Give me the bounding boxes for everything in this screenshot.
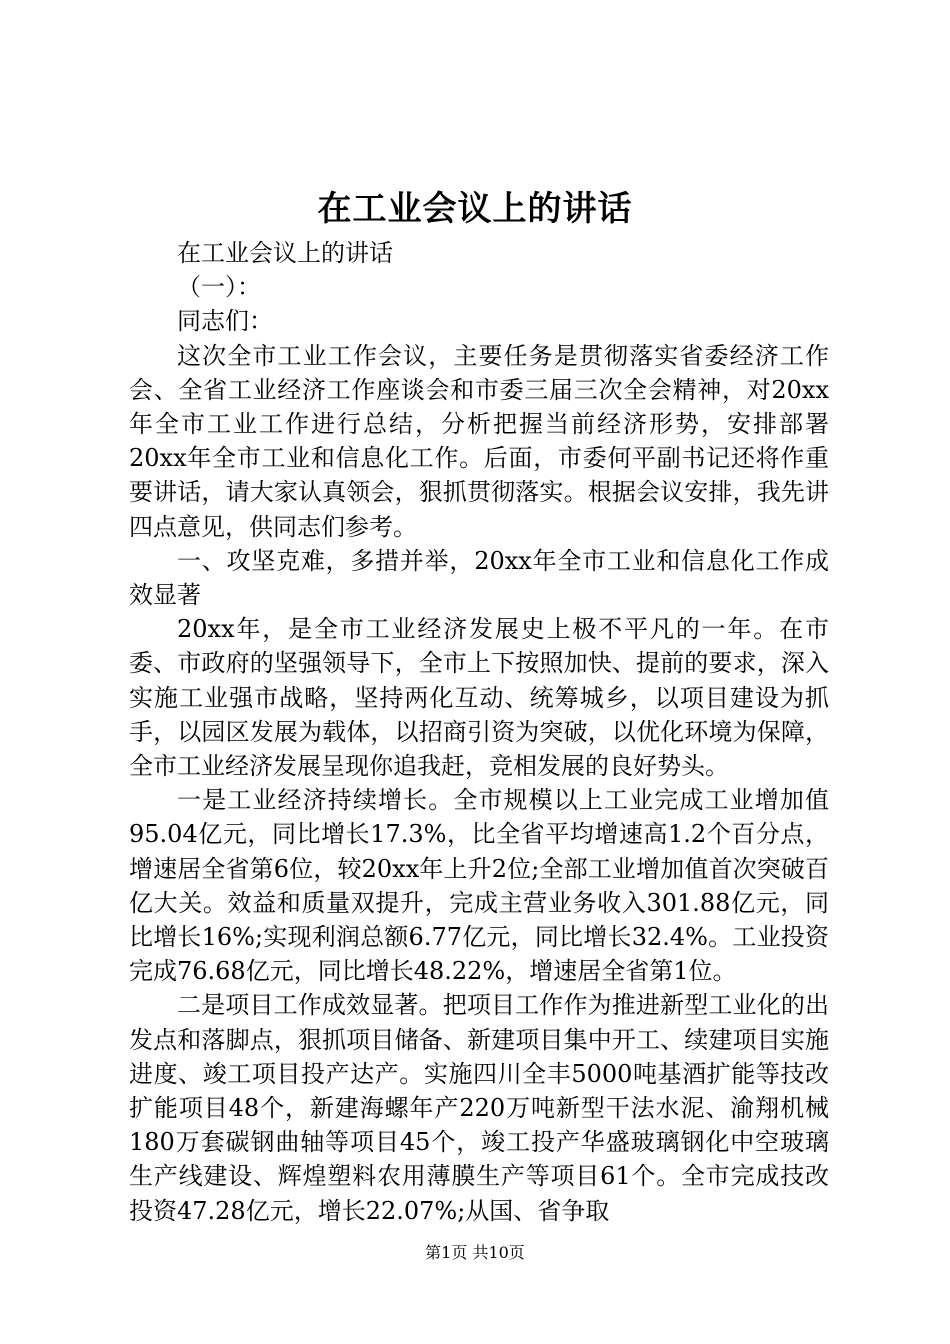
- subtitle-paragraph: 在工业会议上的讲话: [177, 239, 393, 267]
- section-heading-paragraph: 一、攻坚克难，多措并举，20xx年全市工业和信息化工作成效显著: [129, 546, 829, 610]
- document-title: 在工业会议上的讲话: [317, 189, 633, 229]
- salutation-paragraph: 同志们：: [177, 307, 273, 336]
- projects-paragraph: 二是项目工作成效显著。把项目工作作为推进新型工业化的出发点和落脚点，狠抓项目储备、新建项目集中开工、续建项目实施进度、竣工项目投产达产。实施四川全丰5000吨基酒扩能等技改扩能项目48个，新建海螺年产220万吨新型干法水泥、渝翔机械180万套碳钢曲轴等项目45个，竣工投产华盛玻璃钢化中空玻璃生产线建设、辉煌塑料农用薄膜生产等项目61个。全市完成技改投资47.28亿元，增长22.07%;从国、省争取: [129, 991, 829, 1225]
- section-marker-paragraph: （一）：: [177, 273, 261, 302]
- overview-paragraph: 20xx年，是全市工业经济发展史上极不平凡的一年。在市委、市政府的坚强领导下，全市上下按照加快、提前的要求，深入实施工业强市战略，坚持两化互动、统筹城乡，以项目建设为抓手，以园区发展为载体，以招商引资为突破，以优化环境为保障，全市工业经济发展呈现你追我赶，竞相发展的良好势头。: [129, 615, 829, 781]
- growth-paragraph: 一是工业经济持续增长。全市规模以上工业完成工业增加值95.04亿元，同比增长17.3%，比全省平均增速高1.2个百分点，增速居全省第6位，较20xx年上升2位;全部工业增加值首次突破百亿大关。效益和质量双提升，完成主营业务收入301.88亿元，同比增长16%;实现利润总额6.77亿元，同比增长32.4%。工业投资完成76.68亿元，同比增长48.22%，增速居全省第1位。: [129, 786, 829, 986]
- intro-paragraph: 这次全市工业工作会议，主要任务是贯彻落实省委经济工作会、全省工业经济工作座谈会和市委三届三次全会精神，对20xx年全市工业工作进行总结，分析把握当前经济形势，安排部署20xx年全市工业和信息化工作。后面，市委何平副书记还将作重要讲话，请大家认真领会，狠抓贯彻落实。根据会议安排，我先讲四点意见，供同志们参考。: [129, 341, 829, 541]
- document-body: [129, 236, 829, 1228]
- page-footer: 第1页 共10页: [425, 1243, 525, 1262]
